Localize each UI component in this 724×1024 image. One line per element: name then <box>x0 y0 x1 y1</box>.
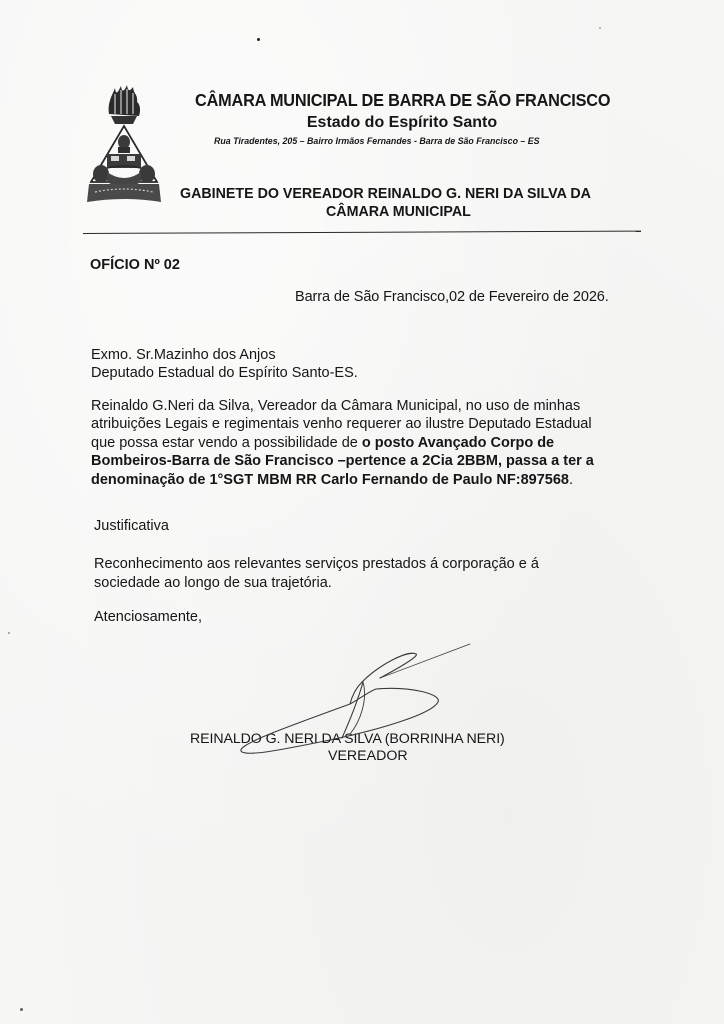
paragraph-text: . <box>568 471 573 488</box>
paragraph-line <box>91 434 651 452</box>
paragraph-line <box>91 471 651 489</box>
paragraph-line: atribuições Legais e regimentais venho requerer ao ilustre Deputado Estadual <box>91 416 592 433</box>
recipient-block <box>91 346 358 382</box>
justification-heading: Justificativa <box>94 518 169 534</box>
scan-speck <box>257 38 260 41</box>
paragraph-line: sociedade ao longo de sua trajetória. <box>94 575 332 591</box>
signatory-name: REINALDO G. NERI DA SILVA (BORRINHA NERI) <box>190 731 505 747</box>
paragraph-text: que possa estar vendo a possibilidade de <box>91 434 362 451</box>
paragraph-line <box>91 452 651 470</box>
document-number: OFÍCIO Nº 02 <box>90 257 180 273</box>
coat-of-arms-icon <box>85 84 163 206</box>
justification-paragraph <box>94 555 539 593</box>
scan-speck <box>8 632 10 634</box>
paragraph-line: Reconhecimento aos relevantes serviços prestados á corporação e á <box>94 556 539 572</box>
paragraph-emphasis: o posto Avançado Corpo de <box>361 434 555 451</box>
paragraph-emphasis: denominação de 1°SGT MBM RR Carlo Fernando de Paulo NF:897568 <box>91 471 569 488</box>
office-title-line-1: GABINETE DO VEREADOR REINALDO G. NERI DA SILVA DA <box>180 185 591 202</box>
paragraph-line: Reinaldo G.Neri da Silva, Vereador da Câmara Municipal, no uso de minhas <box>91 398 581 414</box>
state-name: Estado do Espírito Santo <box>306 114 498 131</box>
place-and-date: Barra de São Francisco,02 de Fevereiro de 2026. <box>295 289 609 305</box>
request-paragraph <box>91 397 651 489</box>
paragraph-emphasis: Bombeiros-Barra de São Francisco –pertence a 2Cia 2BBM, passa a ter a <box>91 453 594 470</box>
signatory-role: VEREADOR <box>328 748 408 764</box>
office-title-line-2: CÂMARA MUNICIPAL <box>326 203 471 220</box>
recipient-name: Exmo. Sr.Mazinho dos Anjos <box>91 347 276 363</box>
header-divider <box>83 231 641 234</box>
scan-speck <box>20 1008 23 1011</box>
closing-salutation: Atenciosamente, <box>94 609 203 625</box>
recipient-title: Deputado Estadual do Espírito Santo-ES. <box>91 365 358 381</box>
institution-address: Rua Tiradentes, 205 – Bairro Irmãos Fernandes - Barra de São Francisco – ES <box>214 136 540 147</box>
scan-speck <box>599 27 601 29</box>
institution-name: CÂMARA MUNICIPAL DE BARRA DE SÃO FRANCISCO <box>195 90 611 110</box>
